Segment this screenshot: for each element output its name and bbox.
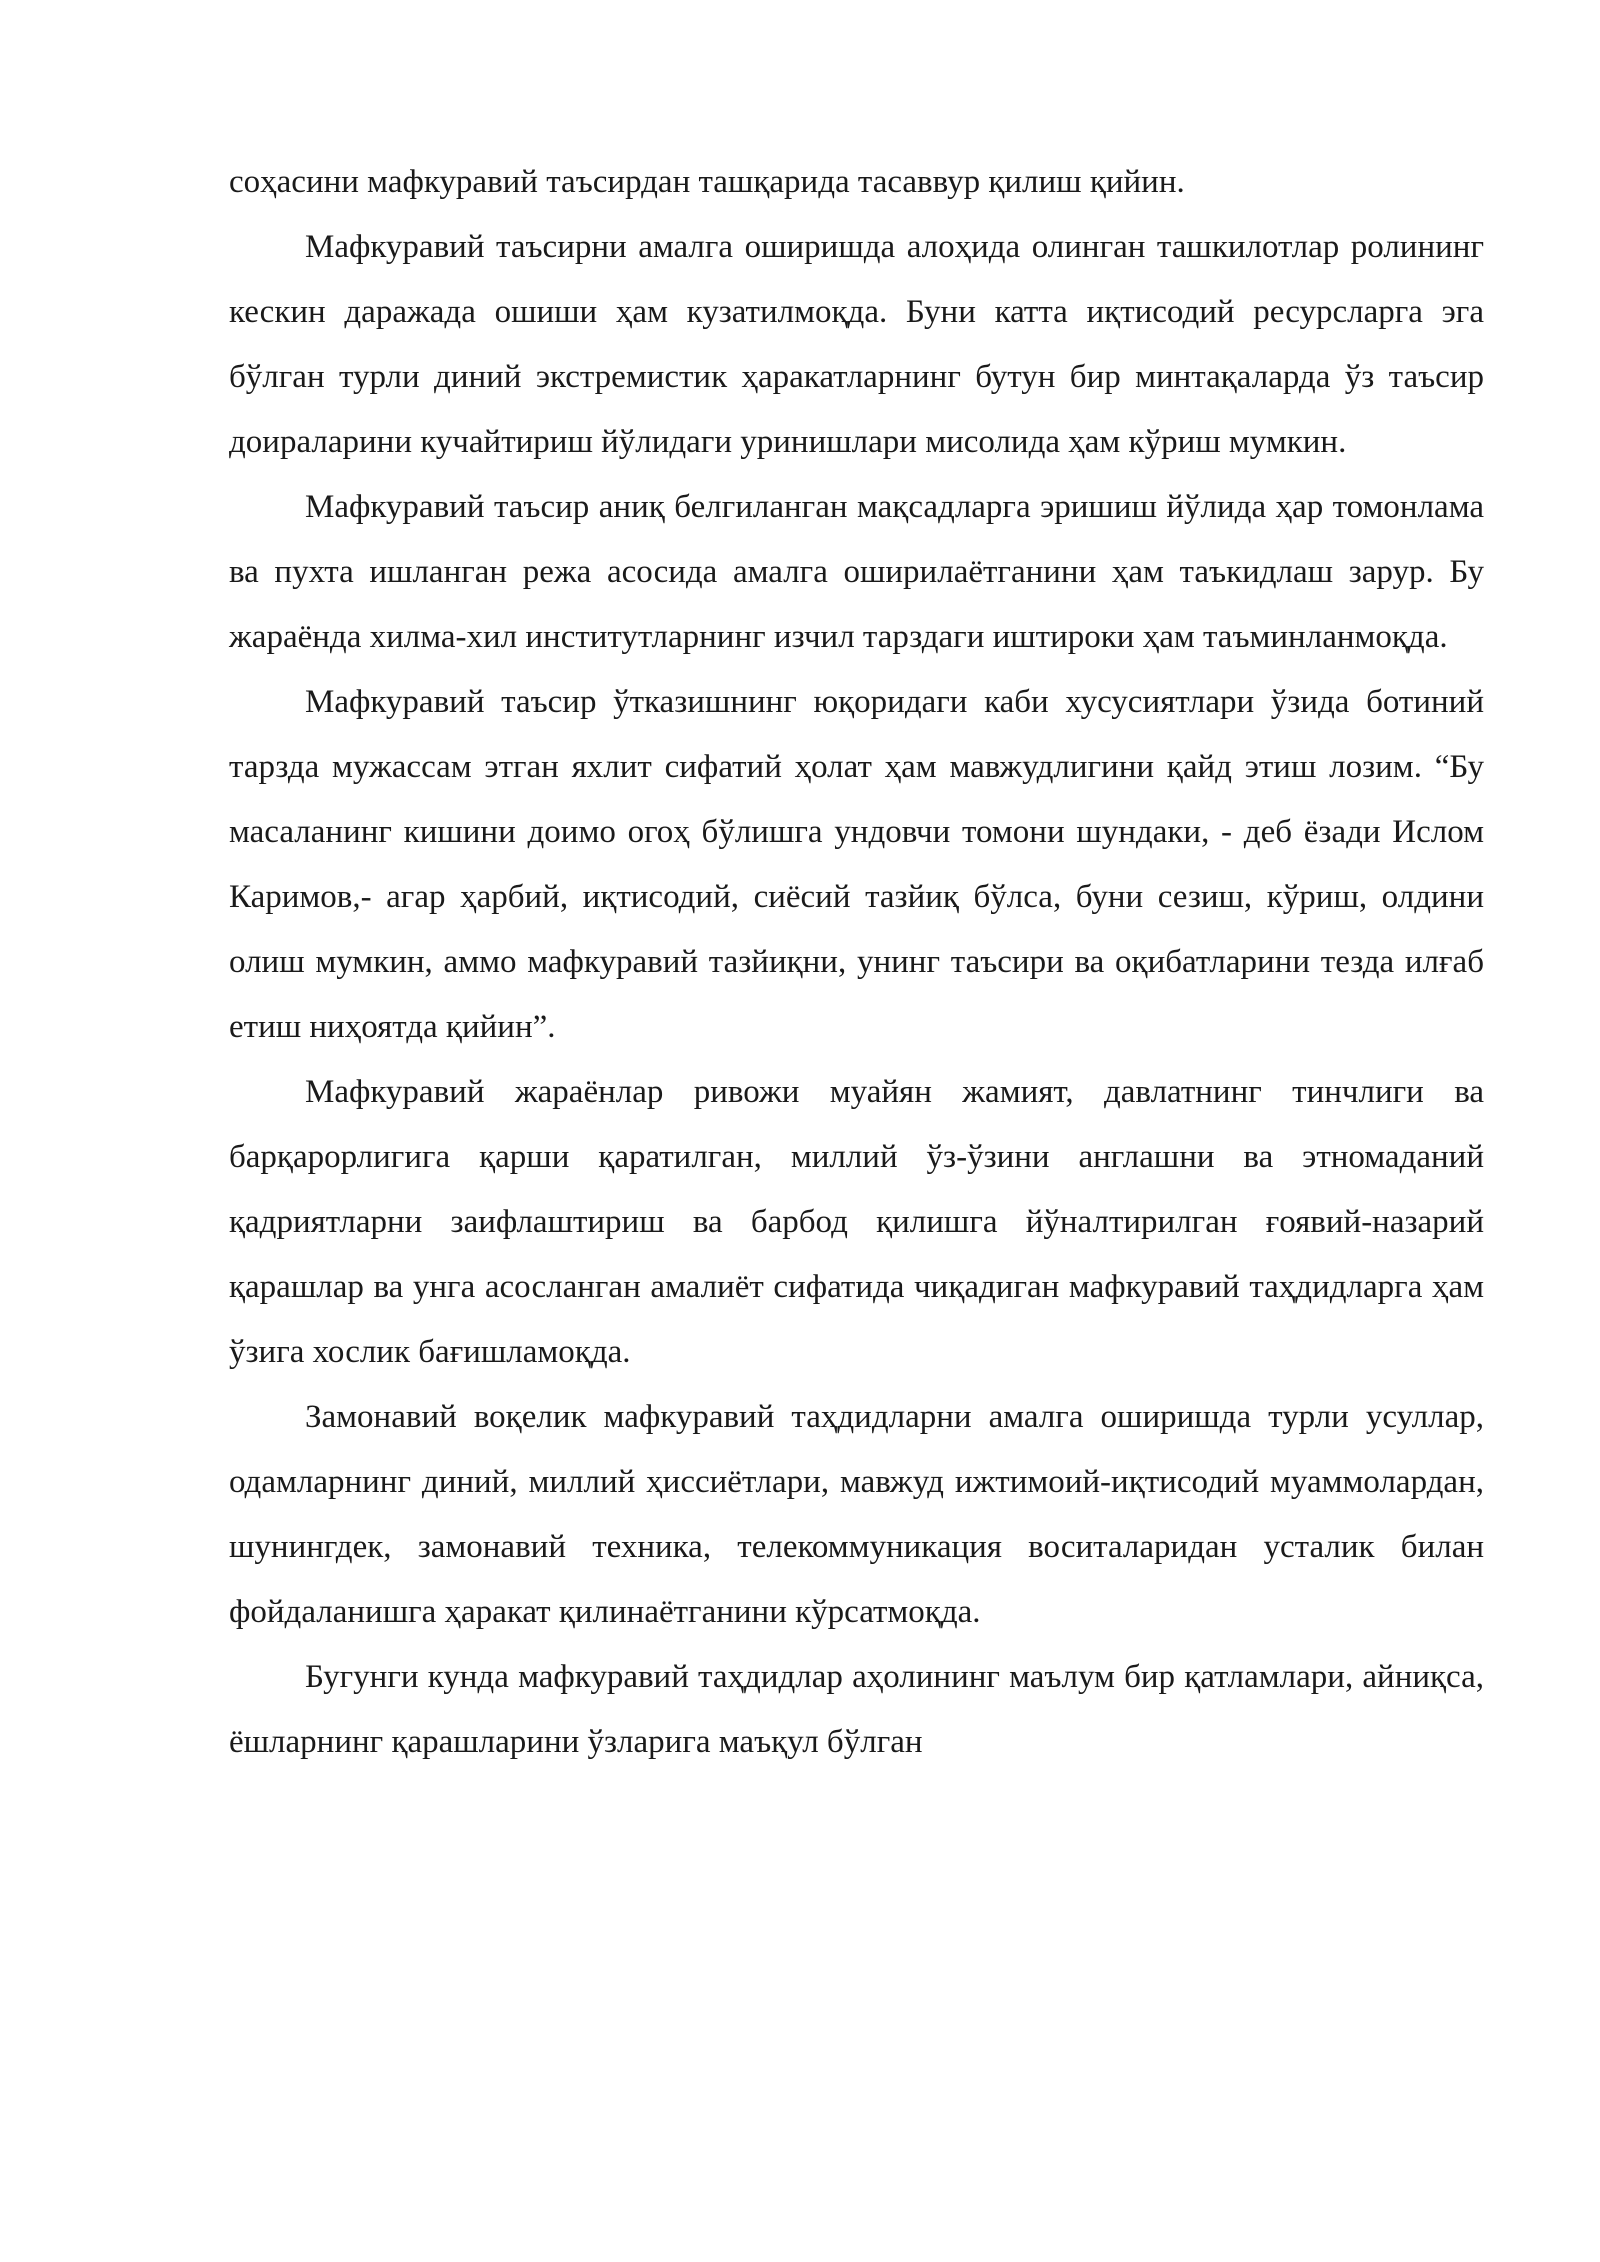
- paragraph-5: Мафкуравий жараёнлар ривожи муайян жамият, давлатнинг тинчлиги ва барқарорлигига қарши қаратилган, миллий ўз-ўзини англашни ва этномаданий қадриятларни заифлаштириш ва барбод қилишга йўналтирилган ғоявий-назарий қарашлар ва унга асосланган амалиёт сифатида чиқадиган мафкуравий таҳдидларга ҳам ўзига хослик бағишламоқда.: [229, 1074, 1484, 1370]
- paragraph-4: Мафкуравий таъсир ўтказишнинг юқоридаги каби хусусиятлари ўзида ботиний тарзда мужассам этган яхлит сифатий ҳолат ҳам мавжудлигини қайд этиш лозим. “Бу масаланинг кишини доимо огоҳ бўлишга ундовчи томони шундаки, - деб ёзади Ислом Каримов,- агар ҳарбий, иқтисодий, сиёсий тазйиқ бўлса, буни сезиш, кўриш, олдини олиш мумкин, аммо мафкуравий тазйиқни, унинг таъсири ва оқибатларини тезда илғаб етиш ниҳоятда қийин”.: [229, 684, 1484, 1045]
- paragraph-2: Мафкуравий таъсирни амалга оширишда алоҳида олинган ташкилотлар ролининг кескин даражада ошиши ҳам кузатилмоқда. Буни катта иқтисодий ресурсларга эга бўлган турли диний экстремистик ҳаракатларнинг бутун бир минтақаларда ўз таъсир доираларини кучайтириш йўлидаги уринишлари мисолида ҳам кўриш мумкин.: [229, 229, 1484, 460]
- paragraph-7: Бугунги кунда мафкуравий таҳдидлар аҳолининг маълум бир қатламлари, айниқса, ёшларнинг қарашларини ўзларига маъқул бўлган: [229, 1659, 1484, 1760]
- paragraph-3: Мафкуравий таъсир аниқ белгиланган мақсадларга эришиш йўлида ҳар томонлама ва пухта ишланган режа асосида амалга оширилаётганини ҳам таъкидлаш зарур. Бу жараёнда хилма-хил институтларнинг изчил тарздаги иштироки ҳам таъминланмоқда.: [229, 489, 1484, 655]
- paragraph-1: соҳасини мафкуравий таъсирдан ташқарида тасаввур қилиш қийин.: [229, 164, 1185, 200]
- paragraph-6: Замонавий воқелик мафкуравий таҳдидларни амалга оширишда турли усуллар, одамларнинг диний, миллий ҳиссиётлари, мавжуд ижтимоий-иқтисодий муаммолардан, шунингдек, замонавий техника, телекоммуникация воситаларидан усталик билан фойдаланишга ҳаракат қилинаётганини кўрсатмоқда.: [229, 1399, 1484, 1630]
- document-body: [229, 150, 1484, 1775]
